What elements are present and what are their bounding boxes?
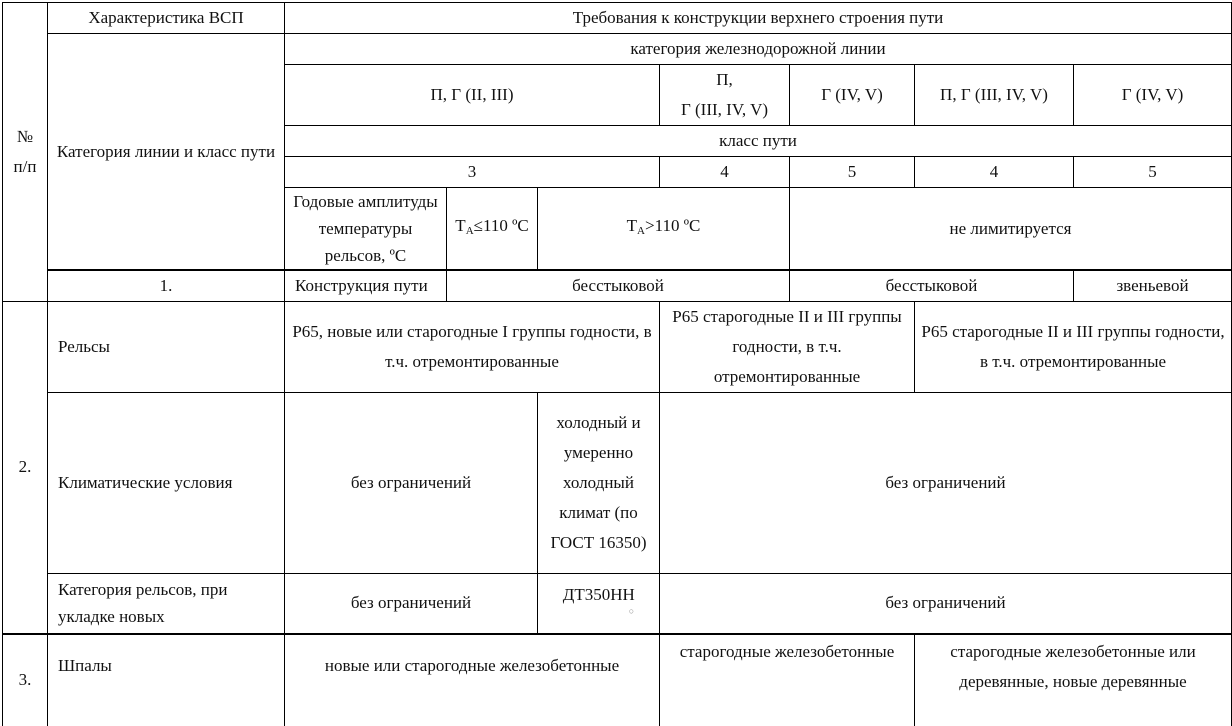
temp-gt-110: $Т_А>110$ ºС: [538, 188, 790, 271]
header-char-vsp: Характеристика ВСП: [48, 3, 285, 34]
class-2: 4: [660, 157, 790, 188]
class-4: 4: [915, 157, 1074, 188]
row-2-num: 2.: [3, 302, 48, 634]
temp-le-110: $Т_А\le 110$ ºС: [447, 188, 538, 271]
header-num-cell: № п/п: [3, 3, 48, 302]
category-1: П, Г (II, III): [285, 65, 660, 126]
header-track-class: класс пути: [285, 126, 1232, 157]
class-3: 5: [790, 157, 915, 188]
degree-mark: ○: [628, 606, 635, 617]
row-2c-label: Категория рельсов, при укладке новых: [48, 574, 285, 634]
category-3: Г (IV, V): [790, 65, 915, 126]
header-line-category-class: Категория линии и класс пути: [48, 34, 285, 271]
category-5: Г (IV, V): [1074, 65, 1232, 126]
header-rail-line-category: категория железнодорожной линии: [285, 34, 1232, 65]
row-1-value-3: звеньевой: [1074, 270, 1232, 302]
row-2-value-2: Р65 старогодные II и III группы годности, в т.ч. отремонтированные: [660, 302, 915, 393]
row-3-value-2: старогодные железобетонные: [660, 634, 915, 726]
not-limited: не лимитируется: [790, 188, 1232, 271]
row-2c-value-2: $ДТ350НН_○$: [538, 574, 660, 634]
row-3-num: 3.: [3, 634, 48, 726]
class-1: 3: [285, 157, 660, 188]
row-1-value-1: бесстыковой: [447, 270, 790, 302]
row-2-value-1: Р65, новые или старогодные I группы годности, в т.ч. отремонтированные: [285, 302, 660, 393]
row-3-value-3: старогодные железобетонные или деревянные, новые деревянные: [915, 634, 1232, 726]
row-2c-value-3: без ограничений: [660, 574, 1232, 634]
row-2-label: Рельсы: [48, 302, 285, 393]
category-4: П, Г (III, IV, V): [915, 65, 1074, 126]
class-5: 5: [1074, 157, 1232, 188]
row-3-label: Шпалы: [48, 634, 285, 726]
header-requirements: Требования к конструкции верхнего строения пути: [285, 3, 1232, 34]
annual-amplitudes-label: Годовые амплитуды температуры рельсов, ºС: [285, 188, 447, 271]
row-1-value-2: бесстыковой: [790, 270, 1074, 302]
row-2b-label: Климатические условия: [48, 393, 285, 574]
row-1-num: 1.: [48, 270, 285, 302]
track-requirements-table: [2, 2, 1232, 726]
row-2b-value-2: холодный и умеренно холодный климат (по ГОСТ 16350): [538, 393, 660, 574]
category-2: П, Г (III, IV, V): [660, 65, 790, 126]
row-2c-value-1: без ограничений: [285, 574, 538, 634]
row-3-value-1: новые или старогодные железобетонные: [285, 634, 660, 726]
row-2b-value-1: без ограничений: [285, 393, 538, 574]
row-1-label: Конструкция пути: [285, 270, 447, 302]
row-2-value-3: Р65 старогодные II и III группы годности, в т.ч. отремонтированные: [915, 302, 1232, 393]
row-2b-value-3: без ограничений: [660, 393, 1232, 574]
